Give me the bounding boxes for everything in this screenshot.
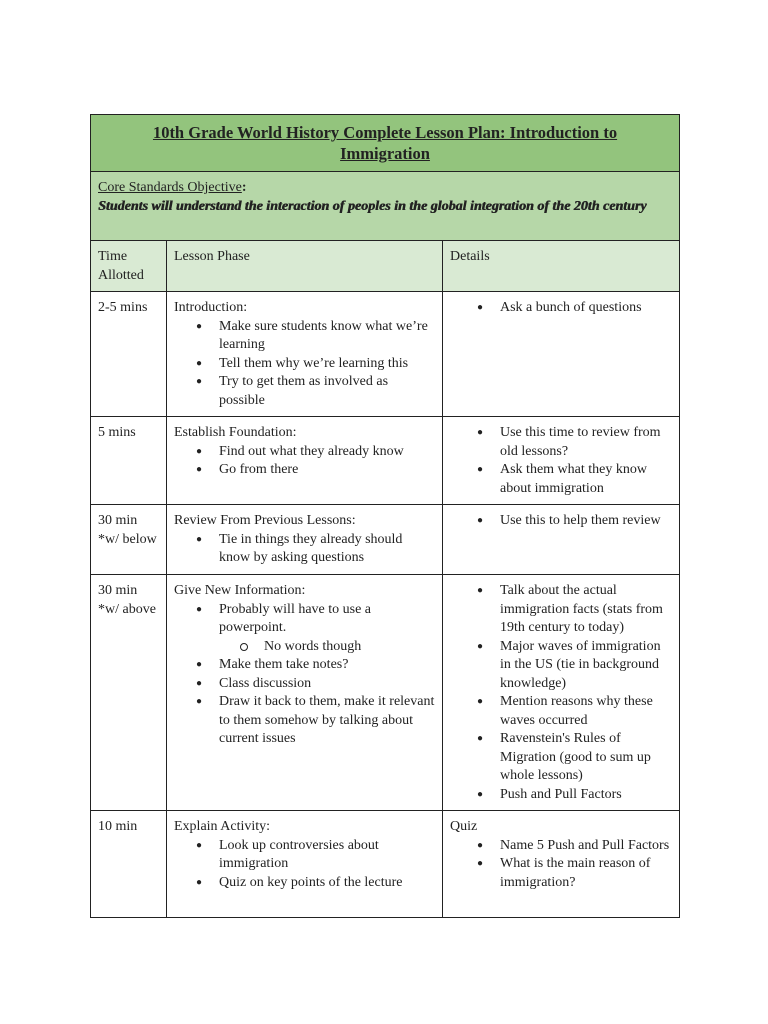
phase-cell xyxy=(167,292,443,417)
phase-list xyxy=(174,531,435,568)
phase-list xyxy=(174,601,435,749)
header-time: Time Allotted xyxy=(98,249,144,283)
objective-label: Core Standards Objective xyxy=(98,180,242,195)
header-details-cell xyxy=(443,241,680,292)
table-row xyxy=(91,292,680,417)
lesson-plan-table xyxy=(90,114,680,918)
page-title: 10th Grade World History Complete Lesson Plan: Introduction to Immigration xyxy=(152,123,618,163)
list-item: ● Make them take notes? xyxy=(219,656,435,675)
title-cell xyxy=(91,115,680,172)
list-item: ● Make sure students know what we’re learning xyxy=(219,318,435,355)
phase-title: Establish Foundation: xyxy=(174,425,297,440)
phase-cell xyxy=(167,811,443,918)
list-item: ● Try to get them as involved as possible xyxy=(219,373,435,410)
details-cell xyxy=(443,292,680,417)
header-details: Details xyxy=(450,249,490,264)
header-time-cell xyxy=(91,241,167,292)
table-row xyxy=(91,811,680,918)
phase-list xyxy=(174,837,435,893)
time-cell xyxy=(91,292,167,417)
details-cell xyxy=(443,811,680,918)
objective-colon: : xyxy=(241,180,247,195)
list-item: ● Find out what they already know xyxy=(219,443,435,462)
sub-list-item: No words though xyxy=(264,638,435,657)
list-item: ● Quiz on key points of the lecture xyxy=(219,874,435,893)
list-item: ● Ask them what they know about immigration xyxy=(500,461,672,498)
list-item: ● Tell them why we’re learning this xyxy=(219,355,435,374)
details-list xyxy=(450,424,672,498)
time-value: 30 min *w/ above xyxy=(98,583,156,617)
list-item: ● Ravenstein's Rules of Migration (good to sum up whole lessons) xyxy=(500,730,672,786)
details-list xyxy=(450,837,672,893)
sub-list xyxy=(219,638,435,657)
time-value: 5 mins xyxy=(98,425,136,440)
table-row xyxy=(91,417,680,505)
phase-title: Explain Activity: xyxy=(174,819,271,834)
phase-cell xyxy=(167,575,443,811)
list-item: ● What is the main reason of immigration? xyxy=(500,855,672,892)
time-cell xyxy=(91,505,167,575)
header-row xyxy=(91,241,680,292)
time-value: 30 min *w/ below xyxy=(98,513,157,547)
table-row xyxy=(91,575,680,811)
details-title: Quiz xyxy=(450,819,478,834)
phase-title: Introduction: xyxy=(174,300,248,315)
list-item: ● Class discussion xyxy=(219,675,435,694)
time-cell xyxy=(91,575,167,811)
list-item: ● Look up controversies about immigration xyxy=(219,837,435,874)
details-cell xyxy=(443,575,680,811)
list-item-text: Probably will have to use a powerpoint. xyxy=(219,601,372,635)
time-value: 2-5 mins xyxy=(98,300,148,315)
list-item: ● Mention reasons why these waves occurred xyxy=(500,693,672,730)
details-list xyxy=(450,582,672,804)
objective-heading xyxy=(98,179,672,198)
details-list xyxy=(450,512,672,531)
list-item: ● Major waves of immigration in the US (tie in background knowledge) xyxy=(500,638,672,694)
list-item: ● Talk about the actual immigration facts (stats from 19th century to today) xyxy=(500,582,672,638)
phase-list xyxy=(174,443,435,480)
list-item: ● Draw it back to them, make it relevant to them somehow by talking about current issues xyxy=(219,693,435,749)
phase-title: Review From Previous Lessons: xyxy=(174,513,356,528)
time-cell xyxy=(91,811,167,918)
list-item: ● Tie in things they already should know by asking questions xyxy=(219,531,435,568)
details-list xyxy=(450,299,672,318)
objective-cell xyxy=(91,172,680,241)
header-phase: Lesson Phase xyxy=(174,249,250,264)
list-item: ● Use this to help them review xyxy=(500,512,672,531)
list-item: ● Use this time to review from old lessons? xyxy=(500,424,672,461)
time-value: 10 min xyxy=(98,819,138,834)
phase-cell xyxy=(167,417,443,505)
phase-title: Give New Information: xyxy=(174,583,306,598)
list-item: ● Go from there xyxy=(219,461,435,480)
title-row xyxy=(91,115,680,172)
list-item: ● Push and Pull Factors xyxy=(500,786,672,805)
list-item: ● Name 5 Push and Pull Factors xyxy=(500,837,672,856)
details-cell xyxy=(443,505,680,575)
details-cell xyxy=(443,417,680,505)
list-item: ● Ask a bunch of questions xyxy=(500,299,672,318)
objective-text: Students will understand the interaction of peoples in the global integration of the 20th century xyxy=(98,198,647,214)
objective-row xyxy=(91,172,680,241)
table-row xyxy=(91,505,680,575)
time-cell xyxy=(91,417,167,505)
header-phase-cell xyxy=(167,241,443,292)
phase-list xyxy=(174,318,435,411)
list-item xyxy=(219,601,435,657)
phase-cell xyxy=(167,505,443,575)
